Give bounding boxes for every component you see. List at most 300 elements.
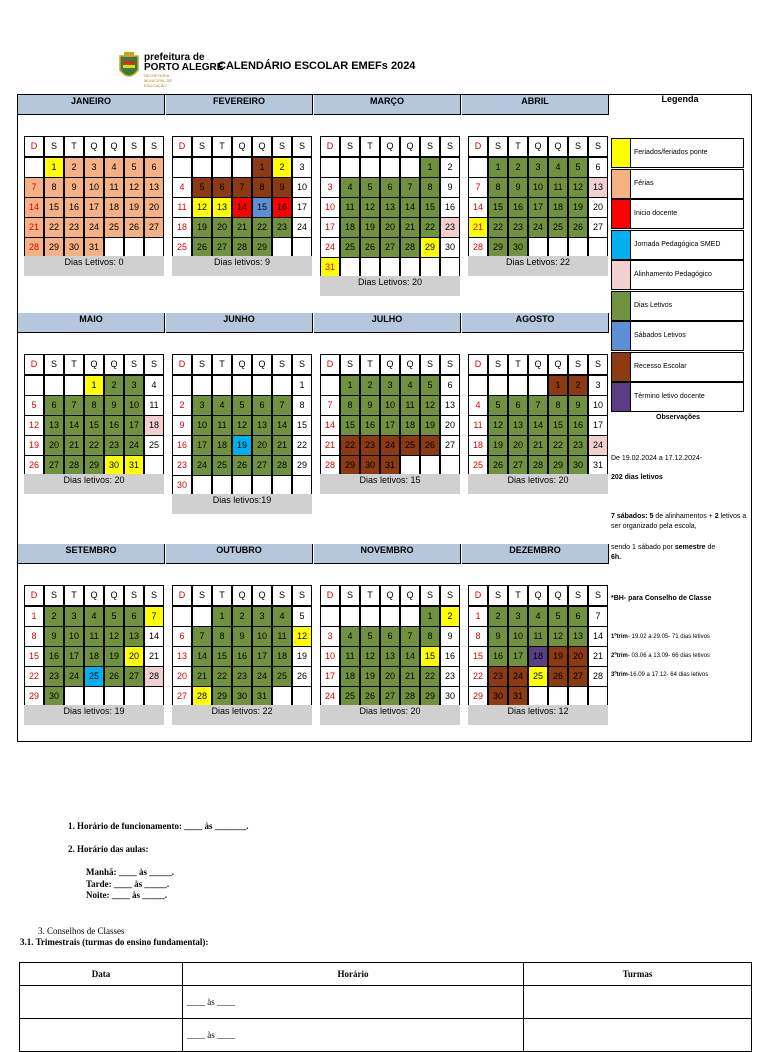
day-cell: 12 (104, 626, 124, 647)
col-turmas: Turmas (524, 963, 752, 986)
day-cell: 27 (508, 455, 528, 476)
empty-cell (320, 606, 340, 627)
org-line2: PORTO ALEGRE (144, 62, 224, 73)
weekday-header: Q (232, 585, 252, 606)
obs-sabados (611, 512, 751, 532)
empty-cell (44, 375, 64, 396)
day-cell: 15 (488, 197, 508, 218)
day-cell: 30 (360, 455, 380, 476)
row1-turmas[interactable] (524, 986, 752, 1019)
day-cell: 4 (340, 177, 360, 198)
day-cell: 28 (400, 686, 420, 707)
weekday-header: S (568, 585, 588, 606)
day-cell: 9 (104, 395, 124, 416)
day-cell: 19 (420, 415, 440, 436)
weekday-header: Q (380, 136, 400, 157)
day-cell: 23 (508, 217, 528, 238)
day-cell: 30 (508, 237, 528, 258)
day-cell: 10 (192, 415, 212, 436)
day-cell: 4 (172, 177, 192, 198)
day-cell: 12 (292, 626, 312, 647)
row1-data[interactable] (20, 986, 183, 1019)
day-cell: 12 (548, 626, 568, 647)
empty-cell (380, 606, 400, 627)
day-cell: 13 (568, 626, 588, 647)
day-cell: 1 (44, 157, 64, 178)
empty-cell (588, 237, 608, 258)
day-cell: 4 (144, 375, 164, 396)
legend-swatch (612, 261, 631, 289)
day-cell: 20 (44, 435, 64, 456)
day-cell: 24 (64, 666, 84, 687)
month-name: MARÇO (314, 95, 461, 115)
day-cell: 21 (588, 646, 608, 667)
empty-cell (568, 237, 588, 258)
day-cell: 27 (380, 686, 400, 707)
legend-swatch (612, 353, 631, 381)
weekday-header: Q (252, 354, 272, 375)
day-cell: 29 (420, 686, 440, 707)
day-cell: 25 (400, 435, 420, 456)
obs-period: De 19.02.2024 a 17.12.2024- (611, 455, 703, 462)
weekday-header: S (588, 136, 608, 157)
day-cell: 18 (104, 197, 124, 218)
day-cell: 7 (64, 395, 84, 416)
obs-trim1-text: - 19.02 a 29.05- 71 dias letivos (627, 634, 710, 640)
day-cell: 28 (468, 237, 488, 258)
empty-cell (232, 475, 252, 496)
obs-trim3-label: 3ºtrim (611, 672, 628, 678)
day-cell: 11 (340, 646, 360, 667)
day-cell: 10 (64, 626, 84, 647)
day-cell: 25 (212, 455, 232, 476)
day-cell: 15 (212, 646, 232, 667)
conselho-table (19, 962, 752, 1052)
empty-cell (548, 686, 568, 707)
day-cell: 3 (528, 157, 548, 178)
day-cell: 28 (64, 455, 84, 476)
day-cell: 9 (440, 177, 460, 198)
day-cell: 19 (292, 646, 312, 667)
day-cell: 25 (144, 435, 164, 456)
day-cell: 15 (468, 646, 488, 667)
day-cell: 5 (232, 395, 252, 416)
day-cell: 27 (380, 237, 400, 258)
day-cell: 14 (528, 415, 548, 436)
dias-letivos: Dias letivos: 19 (24, 705, 164, 725)
day-cell: 18 (548, 197, 568, 218)
day-cell: 21 (528, 435, 548, 456)
day-cell: 14 (400, 646, 420, 667)
day-cell: 20 (440, 415, 460, 436)
day-cell: 11 (84, 626, 104, 647)
weekday-header: T (64, 354, 84, 375)
day-cell: 12 (488, 415, 508, 436)
day-cell: 27 (172, 686, 192, 707)
empty-cell (144, 686, 164, 707)
day-cell: 31 (508, 686, 528, 707)
weekday-header: D (468, 585, 488, 606)
day-cell: 27 (212, 237, 232, 258)
empty-cell (340, 606, 360, 627)
day-cell: 14 (144, 626, 164, 647)
legend-swatch (612, 292, 631, 320)
weekday-header: S (144, 354, 164, 375)
day-cell: 4 (548, 157, 568, 178)
day-cell: 31 (124, 455, 144, 476)
day-cell: 8 (252, 177, 272, 198)
empty-cell (172, 157, 192, 178)
empty-cell (192, 606, 212, 627)
empty-cell (124, 686, 144, 707)
empty-cell (292, 475, 312, 496)
month-name: JANEIRO (18, 95, 165, 115)
day-cell: 16 (568, 415, 588, 436)
day-cell: 1 (292, 375, 312, 396)
day-cell: 25 (468, 455, 488, 476)
legend-title: Legenda (661, 94, 699, 104)
month-name: SETEMBRO (18, 544, 165, 564)
weekday-header: Q (400, 585, 420, 606)
weekday-header: S (292, 354, 312, 375)
legend-item-feriado (611, 138, 744, 168)
weekday-header: S (420, 585, 440, 606)
weekday-header: Q (104, 354, 124, 375)
legend-item-sabado (611, 321, 744, 351)
weekday-header: D (172, 354, 192, 375)
day-cell: 2 (44, 606, 64, 627)
observacoes-title: Observações (656, 414, 700, 421)
day-cell: 18 (272, 646, 292, 667)
day-cell: 12 (360, 646, 380, 667)
row2-data[interactable] (20, 1019, 183, 1052)
day-cell: 17 (380, 415, 400, 436)
obs-dias: 202 dias letivos (611, 474, 663, 481)
empty-cell (468, 157, 488, 178)
empty-cell (340, 157, 360, 178)
day-cell: 24 (588, 435, 608, 456)
empty-cell (380, 257, 400, 278)
day-cell: 27 (568, 666, 588, 687)
day-cell: 6 (252, 395, 272, 416)
day-cell: 21 (232, 217, 252, 238)
weekday-header: S (272, 585, 292, 606)
day-cell: 21 (192, 666, 212, 687)
day-cell: 22 (420, 666, 440, 687)
day-cell: 17 (292, 197, 312, 218)
legend-label: Término letivo docente (634, 393, 705, 400)
dias-letivos: Dias letivos: 12 (468, 705, 608, 725)
day-cell: 25 (528, 666, 548, 687)
day-cell: 6 (588, 157, 608, 178)
day-cell: 7 (192, 626, 212, 647)
legend-swatch (612, 170, 631, 198)
day-cell: 11 (212, 415, 232, 436)
form-item3: 3. Conselhos de Classes (38, 926, 125, 936)
day-cell: 11 (548, 177, 568, 198)
day-cell: 19 (104, 646, 124, 667)
obs-sabados-b: de alinhamentos + (653, 513, 715, 520)
day-cell: 5 (548, 606, 568, 627)
day-cell: 24 (124, 435, 144, 456)
weekday-header: D (320, 354, 340, 375)
legend-item-letivo (611, 291, 744, 321)
empty-cell (192, 475, 212, 496)
day-cell: 15 (24, 646, 44, 667)
day-cell: 29 (252, 237, 272, 258)
weekday-header: T (508, 585, 528, 606)
empty-cell (528, 686, 548, 707)
empty-cell (232, 375, 252, 396)
weekday-header: S (124, 354, 144, 375)
empty-cell (360, 157, 380, 178)
legend-label: Recesso Escolar (634, 362, 687, 370)
day-cell: 1 (24, 606, 44, 627)
weekday-header: D (172, 585, 192, 606)
weekday-header: Q (528, 354, 548, 375)
day-cell: 19 (360, 666, 380, 687)
obs-semestre-d: 6h. (611, 554, 622, 561)
obs-trim3-text: -16.09 a 17.12- 64 dias letivos (627, 672, 709, 678)
day-cell: 4 (528, 606, 548, 627)
day-cell: 12 (568, 177, 588, 198)
obs-semestre-a: sendo 1 sábado por (611, 544, 675, 551)
day-cell: 29 (212, 686, 232, 707)
month-name: FEVEREIRO (166, 95, 313, 115)
empty-cell (144, 237, 164, 258)
day-cell: 3 (252, 606, 272, 627)
day-cell: 3 (192, 395, 212, 416)
day-cell: 1 (84, 375, 104, 396)
day-cell: 29 (468, 686, 488, 707)
day-cell: 10 (528, 177, 548, 198)
day-cell: 8 (24, 626, 44, 647)
day-cell: 20 (252, 435, 272, 456)
weekday-header: D (320, 136, 340, 157)
row2-horario[interactable]: ____ às ____ (183, 1019, 524, 1052)
month-name: OUTUBRO (166, 544, 313, 564)
day-cell: 23 (104, 435, 124, 456)
day-cell: 13 (124, 626, 144, 647)
day-cell: 2 (440, 606, 460, 627)
day-cell: 8 (468, 626, 488, 647)
empty-cell (360, 257, 380, 278)
empty-cell (172, 606, 192, 627)
day-cell: 23 (232, 666, 252, 687)
day-cell: 21 (24, 217, 44, 238)
day-cell: 29 (340, 455, 360, 476)
day-cell: 16 (172, 435, 192, 456)
empty-cell (172, 375, 192, 396)
day-cell: 23 (568, 435, 588, 456)
empty-cell (508, 375, 528, 396)
day-cell: 16 (508, 197, 528, 218)
day-cell: 29 (548, 455, 568, 476)
day-cell: 19 (24, 435, 44, 456)
day-cell: 5 (192, 177, 212, 198)
day-cell: 3 (124, 375, 144, 396)
day-cell: 17 (588, 415, 608, 436)
weekday-header: S (292, 136, 312, 157)
empty-cell (144, 455, 164, 476)
day-cell: 15 (420, 646, 440, 667)
day-cell: 10 (124, 395, 144, 416)
day-cell: 24 (508, 666, 528, 687)
row1-horario[interactable]: ____ às ____ (183, 986, 524, 1019)
day-cell: 18 (468, 435, 488, 456)
dias-letivos: Dias letivos: 20 (24, 474, 164, 494)
day-cell: 22 (292, 435, 312, 456)
day-cell: 25 (172, 237, 192, 258)
day-cell: 1 (488, 157, 508, 178)
legend-item-termino (611, 382, 744, 412)
day-cell: 2 (488, 606, 508, 627)
day-cell: 23 (440, 666, 460, 687)
day-cell: 12 (420, 395, 440, 416)
day-cell: 14 (320, 415, 340, 436)
day-cell: 21 (320, 435, 340, 456)
day-cell: 6 (44, 395, 64, 416)
day-cell: 28 (24, 237, 44, 258)
day-cell: 23 (64, 217, 84, 238)
legend-swatch (612, 200, 631, 228)
day-cell: 6 (508, 395, 528, 416)
weekday-header: S (124, 136, 144, 157)
day-cell: 7 (468, 177, 488, 198)
empty-cell (400, 157, 420, 178)
day-cell: 1 (420, 606, 440, 627)
day-cell: 10 (320, 197, 340, 218)
weekday-header: S (292, 585, 312, 606)
day-cell: 31 (320, 257, 340, 278)
day-cell: 29 (292, 455, 312, 476)
obs-semestre-c: de (705, 544, 716, 551)
legend-label: Inicio docente (634, 210, 678, 217)
day-cell: 8 (44, 177, 64, 198)
empty-cell (488, 375, 508, 396)
day-cell: 5 (360, 626, 380, 647)
day-cell: 7 (320, 395, 340, 416)
day-cell: 13 (440, 395, 460, 416)
empty-cell (380, 157, 400, 178)
day-cell: 12 (360, 197, 380, 218)
day-cell: 23 (272, 217, 292, 238)
day-cell: 21 (468, 217, 488, 238)
day-cell: 4 (212, 395, 232, 416)
day-cell: 3 (292, 157, 312, 178)
empty-cell (192, 375, 212, 396)
day-cell: 22 (44, 217, 64, 238)
day-cell: 6 (440, 375, 460, 396)
day-cell: 10 (84, 177, 104, 198)
weekday-header: Q (548, 585, 568, 606)
weekday-header: S (192, 136, 212, 157)
weekday-header: T (64, 585, 84, 606)
obs-bh: *BH- para Conselho de Classe (611, 595, 712, 602)
weekday-header: T (212, 136, 232, 157)
day-cell: 5 (124, 157, 144, 178)
weekday-header: Q (528, 585, 548, 606)
day-cell: 6 (144, 157, 164, 178)
dias-letivos: Dias letivos: 20 (468, 474, 608, 494)
day-cell: 10 (380, 395, 400, 416)
empty-cell (252, 475, 272, 496)
empty-cell (400, 257, 420, 278)
weekday-header: S (440, 585, 460, 606)
day-cell: 22 (468, 666, 488, 687)
month-name: DEZEMBRO (462, 544, 609, 564)
legend-item-recesso (611, 352, 744, 382)
day-cell: 18 (340, 666, 360, 687)
day-cell: 11 (144, 395, 164, 416)
day-cell: 15 (420, 197, 440, 218)
weekday-header: S (192, 585, 212, 606)
day-cell: 13 (380, 646, 400, 667)
month-name: JULHO (314, 313, 461, 333)
weekday-header: Q (104, 585, 124, 606)
dias-letivos: Dias letivos: 22 (172, 705, 312, 725)
empty-cell (320, 375, 340, 396)
day-cell: 21 (272, 435, 292, 456)
day-cell: 26 (104, 666, 124, 687)
weekday-header: S (488, 354, 508, 375)
day-cell: 7 (232, 177, 252, 198)
day-cell: 15 (84, 415, 104, 436)
obs-trim1-label: 1ºtrim (611, 634, 628, 640)
day-cell: 25 (272, 666, 292, 687)
day-cell: 19 (488, 435, 508, 456)
day-cell: 23 (488, 666, 508, 687)
day-cell: 4 (400, 375, 420, 396)
day-cell: 3 (508, 606, 528, 627)
empty-cell (64, 686, 84, 707)
day-cell: 17 (84, 197, 104, 218)
day-cell: 16 (232, 646, 252, 667)
month-name: JUNHO (166, 313, 313, 333)
day-cell: 26 (24, 455, 44, 476)
empty-cell (84, 686, 104, 707)
empty-cell (340, 257, 360, 278)
empty-cell (292, 686, 312, 707)
empty-cell (272, 475, 292, 496)
day-cell: 13 (588, 177, 608, 198)
col-horario: Horário (183, 963, 524, 986)
day-cell: 24 (380, 435, 400, 456)
day-cell: 13 (44, 415, 64, 436)
weekday-header: D (468, 354, 488, 375)
row2-turmas[interactable] (524, 1019, 752, 1052)
weekday-header: Q (548, 136, 568, 157)
day-cell: 25 (340, 686, 360, 707)
weekday-header: S (144, 136, 164, 157)
day-cell: 20 (212, 217, 232, 238)
form-noite: Noite: ____ às _____. (86, 890, 167, 900)
day-cell: 3 (64, 606, 84, 627)
day-cell: 20 (172, 666, 192, 687)
empty-cell (212, 475, 232, 496)
day-cell: 17 (252, 646, 272, 667)
day-cell: 30 (232, 686, 252, 707)
day-cell: 27 (588, 217, 608, 238)
weekday-header: S (272, 354, 292, 375)
day-cell: 26 (568, 217, 588, 238)
obs-trim3 (611, 670, 708, 680)
weekday-header: S (272, 136, 292, 157)
empty-cell (272, 686, 292, 707)
day-cell: 15 (292, 415, 312, 436)
day-cell: 28 (320, 455, 340, 476)
day-cell: 22 (340, 435, 360, 456)
